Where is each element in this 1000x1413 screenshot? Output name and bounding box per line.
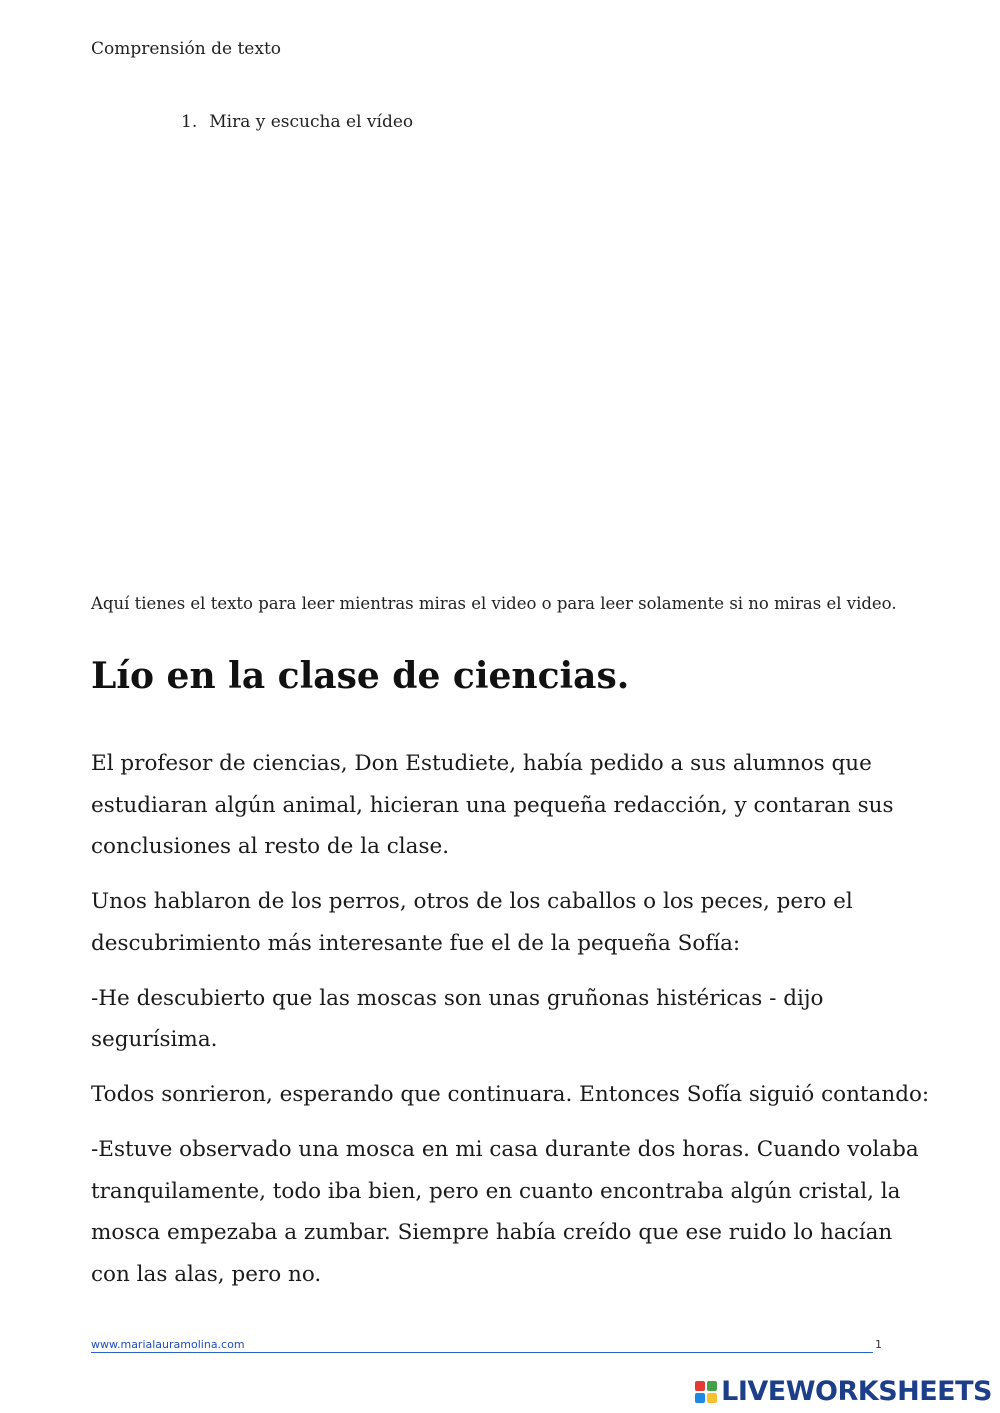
story-paragraph: Unos hablaron de los perros, otros de los caballos o los peces, pero el descubrimiento más interesante fue el de la pequeña Sofía:: [91, 889, 853, 956]
story-paragraph: Todos sonrieron, esperando que continuara. Entonces Sofía siguió contando:: [91, 1082, 930, 1107]
story-paragraph: -He descubierto que las moscas son unas gruñonas histéricas - dijo segurísima.: [91, 985, 824, 1052]
logo-square-i: [707, 1381, 717, 1391]
page-footer: [91, 1338, 881, 1354]
instruction-item: [181, 112, 413, 132]
liveworksheets-brand[interactable]: [695, 1376, 992, 1407]
story-body: [91, 743, 931, 1309]
footer-website-link[interactable]: www.marialauramolina.com: [91, 1338, 245, 1351]
logo-square-l: [695, 1381, 705, 1391]
instruction-number: 1.: [181, 112, 198, 132]
logo-square-e: [707, 1393, 717, 1403]
intro-text: Aquí tienes el texto para leer mientras miras el video o para leer solamente si no miras el video.: [91, 594, 897, 613]
liveworksheets-logo-icon: [695, 1381, 717, 1403]
story-title: Lío en la clase de ciencias.: [91, 655, 630, 697]
page-number: 1: [875, 1338, 882, 1351]
story-paragraph: El profesor de ciencias, Don Estudiete, había pedido a sus alumnos que estudiaran algún animal, hicieran una pequeña redacción, y contaran sus conclusiones al resto de la clase.: [91, 751, 894, 859]
story-paragraph: -Estuve observado una mosca en mi casa durante dos horas. Cuando volaba tranquilamente, todo iba bien, pero en cuanto encontraba algún cristal, la mosca empezaba a zumbar. Siempre había creído que ese ruido lo hacían con las alas, pero no.: [91, 1137, 919, 1287]
brand-name: LIVEWORKSHEETS: [721, 1376, 992, 1407]
instruction-text: Mira y escucha el vídeo: [209, 112, 414, 132]
page-header-title: Comprensión de texto: [91, 39, 282, 59]
video-placeholder[interactable]: [91, 150, 921, 570]
logo-square-v: [695, 1393, 705, 1403]
footer-divider: [91, 1352, 873, 1353]
